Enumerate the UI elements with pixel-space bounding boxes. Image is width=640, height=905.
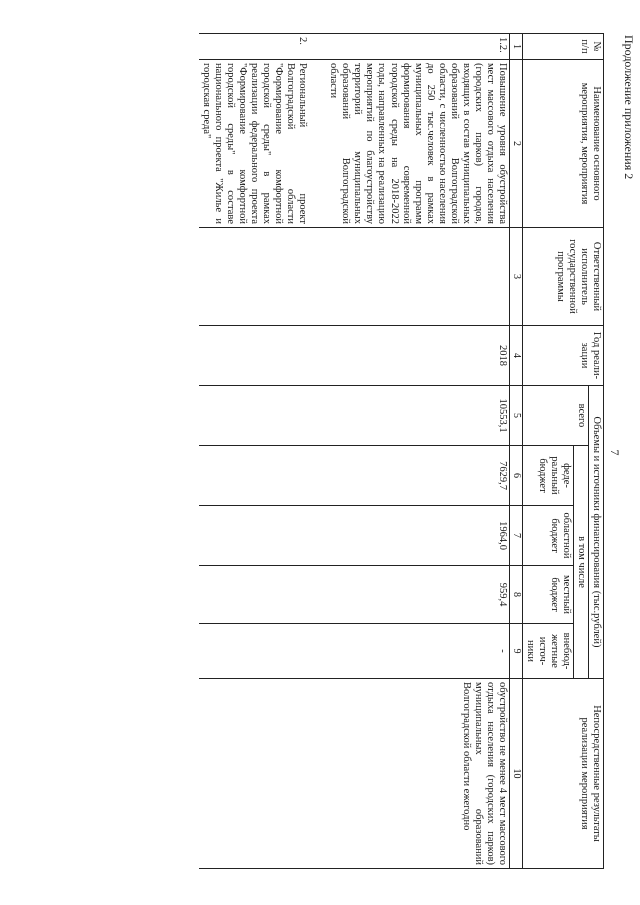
row-offbudget — [199, 624, 327, 679]
col-index: 7 — [510, 506, 523, 566]
table-row — [199, 34, 327, 869]
row-year — [199, 326, 327, 386]
row-total — [199, 386, 327, 446]
row-executor — [326, 228, 509, 326]
col-index: 1 — [510, 34, 523, 60]
col-in-that-header: в том числе — [573, 446, 588, 679]
col-federal-header: феде- ральный бюджет — [522, 446, 573, 506]
col-total-header: всего — [522, 386, 588, 446]
row-total: 10553,1 — [326, 386, 509, 446]
row-number: 2. — [199, 34, 327, 60]
col-index: 5 — [510, 386, 523, 446]
col-regional-header: областной бюджет — [522, 506, 573, 566]
row-local: 959,4 — [326, 566, 509, 624]
col-index: 8 — [510, 566, 523, 624]
col-index: 4 — [510, 326, 523, 386]
col-local-header: местный бюджет — [522, 566, 573, 624]
row-local — [199, 566, 327, 624]
row-executor — [199, 228, 327, 326]
column-index-row — [510, 34, 523, 869]
col-index: 2 — [510, 60, 523, 228]
col-results-header: Непосредственные результаты реализации мероприятия — [522, 679, 603, 869]
row-federal — [199, 446, 327, 506]
row-regional: 1964,0 — [326, 506, 509, 566]
table-row — [326, 34, 509, 869]
col-name-header: Наименование основного мероприятия, мероприятия — [522, 60, 603, 228]
col-offbudget-header: внебюд- жетные источ- ники — [522, 624, 573, 679]
row-name: Региональный проект Волгоградской области "Формирование комфортной городской среды" в рамках реализации федерального проекта "Формирование комфортной городской среды" в составе национального проекта "Жилье и городская среда" — [199, 60, 327, 228]
row-result: обустройство не менее 4 мест массового отдыха населения (городских парков) муниципальных образований Волгоградской области ежегодно — [326, 679, 509, 869]
col-index: 10 — [510, 679, 523, 869]
col-executor-header: Ответственный исполнитель государственной программы — [522, 228, 603, 326]
row-result — [199, 679, 327, 869]
col-index: 6 — [510, 446, 523, 506]
row-year: 2018 — [326, 326, 509, 386]
page-number: 7 — [608, 449, 622, 456]
col-funding-header: Объемы и источники финансирования (тыс.рублей) — [588, 386, 603, 679]
col-index: 9 — [510, 624, 523, 679]
program-table — [199, 33, 604, 869]
row-name: Повышение уровня обустройства мест массового отдыха населения (городских парков) городов, входящих в состав муниципальных образований Волгоградской области, с численностью населения до 250 тыс.человек в рамках муниципальных программ формирования современной городской среды на 2018-2022 годы, направленных на реализацию мероприятий по благоустройству территорий муниципальных образований Волгоградской области — [326, 60, 509, 228]
continuation-label: Продолжение приложения 2 — [622, 35, 636, 180]
col-index: 3 — [510, 228, 523, 326]
col-no-header: № п/п — [522, 34, 603, 60]
row-number: 1.2. — [326, 34, 509, 60]
col-year-header: Год реали- зации — [522, 326, 603, 386]
row-regional — [199, 506, 327, 566]
row-offbudget: - — [326, 624, 509, 679]
row-federal: 7629,7 — [326, 446, 509, 506]
